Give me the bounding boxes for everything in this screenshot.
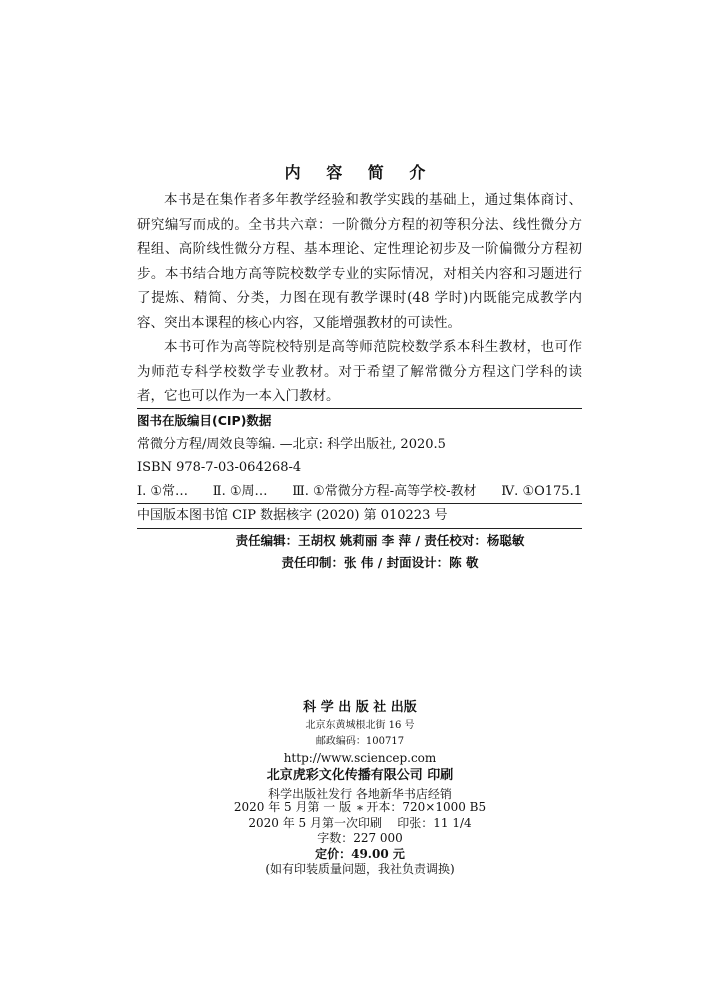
- edition-row: [0, 800, 720, 816]
- summary-paragraph-2: 本书可作为高等院校特别是高等师范院校数学系本科生教材，也可作为师范专科学校数学专业教材。对于希望了解常微分方程这门学科的读者，它也可以作为一本入门教材。: [137, 339, 582, 404]
- printing-text: 2020 年 5 月第一次印刷: [248, 815, 382, 830]
- word-count: 字数：227 000: [317, 831, 403, 845]
- publisher-postcode: 邮政编码：100717: [315, 736, 405, 747]
- content-summary: [137, 188, 582, 409]
- cip-data-block: [137, 408, 582, 529]
- printer-name: 北京虎彩文化传播有限公司 印刷: [266, 768, 454, 783]
- publisher-name: 科 学 出 版 社 出版: [303, 700, 417, 715]
- quality-notice: (如有印装质量问题，我社负责调换): [265, 862, 455, 876]
- cip-class-2: Ⅱ. ①周…: [212, 483, 268, 499]
- credits-editors: 责任编辑：王胡权 姚莉丽 李 萍 / 责任校对：杨聪敏: [235, 533, 525, 548]
- page-title: 内 容 简 介: [284, 163, 436, 182]
- price: 定价：49.00 元: [315, 846, 405, 861]
- cip-class-1: Ⅰ. ①常…: [137, 483, 189, 499]
- summary-paragraph-1: 本书是在集作者多年教学经验和教学实践的基础上，通过集体商讨、研究编写而成的。全书共六章：一阶微分方程的初等积分法、线性微分方程组、高阶线性微分方程、基本理论、定性理论初步及一阶偏微分方程初步。本书结合地方高等院校数学专业的实际情况，对相关内容和习题进行了提炼、精简、分类，力图在现有教学课时(48 学时)内既能完成教学内容、突出本课程的核心内容，又能增强教材的可读性。: [137, 192, 582, 331]
- publisher-address: 北京东黄城根北街 16 号: [305, 720, 415, 731]
- separator-star: *: [357, 803, 363, 817]
- cip-bibliographic-line: 常微分方程/周效良等编. —北京: 科学出版社, 2020.5: [137, 436, 446, 452]
- cip-classification: [137, 480, 582, 504]
- credits-production: 责任印制：张 伟 / 封面设计：陈 敬: [281, 555, 479, 570]
- cip-verification-number: 中国版本图书馆 CIP 数据核字 (2020) 第 010223 号: [137, 503, 582, 528]
- cip-class-4: Ⅳ. ①O175.1: [501, 483, 582, 499]
- format-text: 开本：720×1000 B5: [366, 800, 487, 814]
- distribution-line: 科学出版社发行 各地新华书店经销: [268, 787, 452, 801]
- cip-isbn: ISBN 978-7-03-064268-4: [137, 460, 302, 476]
- printing-row: [0, 816, 720, 832]
- print-specifications: [0, 800, 720, 878]
- cip-class-3: Ⅲ. ①常微分方程-高等学校-教材: [292, 483, 477, 499]
- cip-heading: 图书在版编目(CIP)数据: [137, 413, 272, 428]
- publisher-url: http://www.sciencep.com: [283, 751, 437, 765]
- sheets-text: 印张：11 1/4: [397, 815, 472, 830]
- edition-text: 2020 年 5 月第 一 版: [233, 800, 352, 814]
- editorial-credits: [0, 530, 720, 574]
